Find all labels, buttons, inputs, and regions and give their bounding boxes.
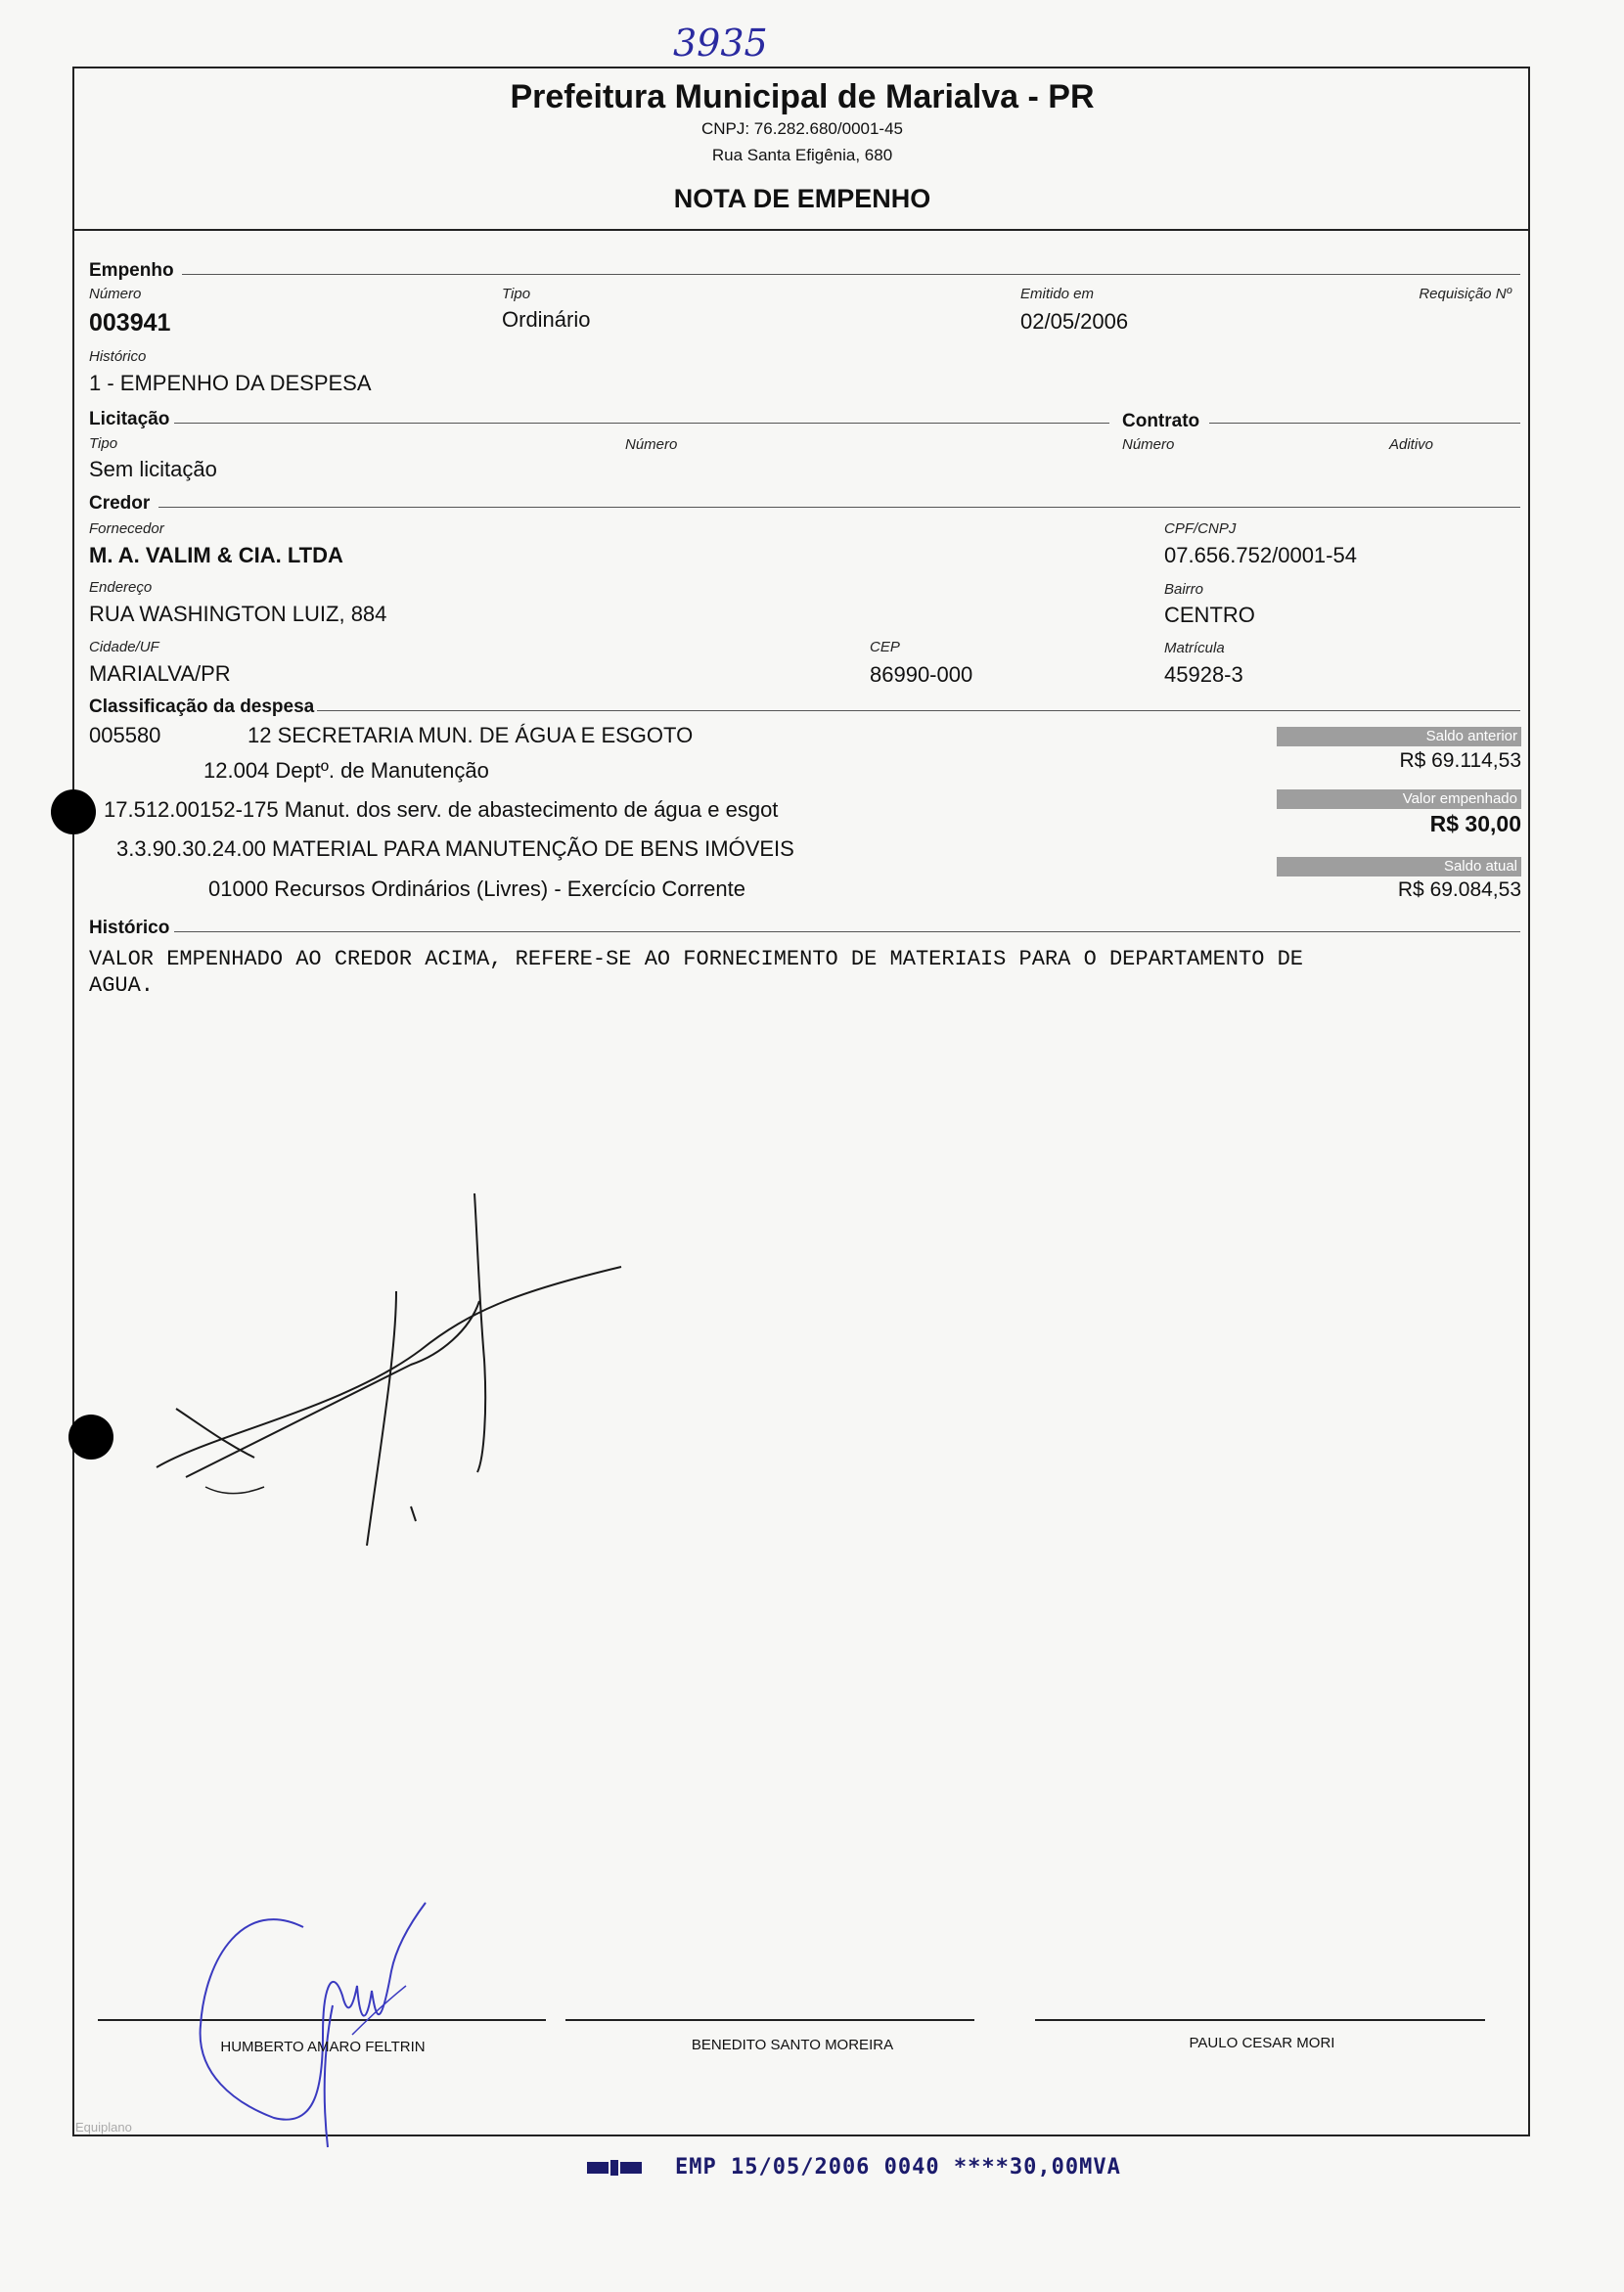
cidade-value: MARIALVA/PR bbox=[89, 661, 231, 686]
section-rule bbox=[174, 423, 1109, 424]
classificacao-line-1: 12 SECRETARIA MUN. DE ÁGUA E ESGOTO bbox=[248, 723, 694, 747]
signature-scribble bbox=[147, 1184, 636, 1565]
historico-text-line-1: VALOR EMPENHADO AO CREDOR ACIMA, REFERE-SE AO FORNECIMENTO DE MATERIAIS PARA O DEPARTAMENTO DE bbox=[89, 947, 1304, 971]
historico-text-line-2: AGUA. bbox=[89, 973, 155, 998]
numero-label: Número bbox=[89, 286, 142, 302]
saldo-atual-label: Saldo atual bbox=[1277, 857, 1521, 876]
empenho-tipo: Ordinário bbox=[502, 307, 591, 332]
cep-value: 86990-000 bbox=[870, 662, 973, 687]
section-rule bbox=[1209, 423, 1520, 424]
endereco-label: Endereço bbox=[89, 579, 153, 596]
section-classificacao: Classificação da despesa bbox=[89, 697, 315, 717]
signature-blue bbox=[186, 1878, 440, 2152]
endereco-value: RUA WASHINGTON LUIZ, 884 bbox=[89, 602, 387, 626]
fornecedor-label: Fornecedor bbox=[89, 520, 164, 537]
matricula-label: Matrícula bbox=[1164, 640, 1225, 656]
section-empenho: Empenho bbox=[89, 260, 174, 281]
section-historico: Histórico bbox=[89, 918, 170, 938]
valor-empenhado-label: Valor empenhado bbox=[1277, 789, 1521, 809]
page-title: Prefeitura Municipal de Marialva - PR bbox=[510, 78, 1095, 115]
matricula-value: 45928-3 bbox=[1164, 662, 1243, 687]
signature-line bbox=[1035, 2019, 1485, 2021]
emitido-date: 02/05/2006 bbox=[1020, 309, 1129, 334]
empenho-historico: 1 - EMPENHO DA DESPESA bbox=[89, 371, 372, 395]
classificacao-code: 005580 bbox=[89, 723, 161, 747]
saldo-atual-value: R$ 69.084,53 bbox=[1397, 878, 1521, 901]
stamp-logo-icon bbox=[587, 2158, 646, 2178]
saldo-anterior-label: Saldo anterior bbox=[1277, 727, 1521, 746]
document-title: NOTA DE EMPENHO bbox=[673, 184, 931, 213]
signature-name-1: HUMBERTO AMARO FELTRIN bbox=[220, 2039, 426, 2055]
section-rule bbox=[158, 507, 1520, 508]
licitacao-numero-label: Número bbox=[625, 436, 678, 453]
section-rule bbox=[174, 931, 1520, 932]
signature-name-2: BENEDITO SANTO MOREIRA bbox=[691, 2037, 894, 2053]
header-separator bbox=[72, 229, 1530, 231]
signature-name-3: PAULO CESAR MORI bbox=[1189, 2035, 1335, 2051]
emitido-label: Emitido em bbox=[1020, 286, 1095, 302]
signature-line bbox=[565, 2019, 974, 2021]
punch-hole bbox=[51, 789, 96, 834]
cnpj-text: CNPJ: 76.282.680/0001-45 bbox=[700, 119, 904, 138]
section-rule bbox=[317, 710, 1520, 711]
bairro-value: CENTRO bbox=[1164, 603, 1255, 627]
cidade-label: Cidade/UF bbox=[89, 639, 159, 655]
classificacao-line-2: 12.004 Deptº. de Manutenção bbox=[203, 758, 489, 783]
punch-hole bbox=[68, 1415, 113, 1460]
section-contrato: Contrato bbox=[1122, 411, 1200, 431]
handwritten-page-number: 3935 bbox=[673, 22, 768, 65]
tipo-label: Tipo bbox=[502, 286, 531, 302]
footer-brand: Equiplano bbox=[75, 2120, 132, 2135]
classificacao-line-3: 17.512.00152-175 Manut. dos serv. de abastecimento de água e esgot bbox=[104, 797, 779, 822]
bank-stamp: EMP 15/05/2006 0040 ****30,00MVA bbox=[675, 2155, 1121, 2180]
contrato-numero-label: Número bbox=[1122, 436, 1175, 453]
contrato-aditivo-label: Aditivo bbox=[1389, 436, 1434, 453]
cpf-cnpj-value: 07.656.752/0001-54 bbox=[1164, 543, 1357, 567]
requisicao-label: Requisição Nº bbox=[1419, 286, 1511, 302]
section-licitacao: Licitação bbox=[89, 409, 170, 429]
fornecedor-name: M. A. VALIM & CIA. LTDA bbox=[89, 543, 343, 567]
classificacao-line-4: 3.3.90.30.24.00 MATERIAL PARA MANUTENÇÃO DE BENS IMÓVEIS bbox=[116, 836, 794, 861]
saldo-anterior-value: R$ 69.114,53 bbox=[1399, 749, 1521, 772]
cpf-cnpj-label: CPF/CNPJ bbox=[1164, 520, 1237, 537]
licitacao-tipo: Sem licitação bbox=[89, 457, 217, 481]
historico-label: Histórico bbox=[89, 348, 147, 365]
bairro-label: Bairro bbox=[1164, 581, 1204, 598]
section-rule bbox=[182, 274, 1520, 275]
empenho-numero: 003941 bbox=[89, 309, 171, 337]
valor-empenhado-value: R$ 30,00 bbox=[1429, 811, 1521, 836]
licitacao-tipo-label: Tipo bbox=[89, 435, 118, 452]
section-credor: Credor bbox=[89, 493, 151, 514]
cep-label: CEP bbox=[870, 639, 900, 655]
classificacao-line-5: 01000 Recursos Ordinários (Livres) - Exercício Corrente bbox=[208, 876, 745, 901]
address-text: Rua Santa Efigênia, 680 bbox=[711, 146, 893, 164]
